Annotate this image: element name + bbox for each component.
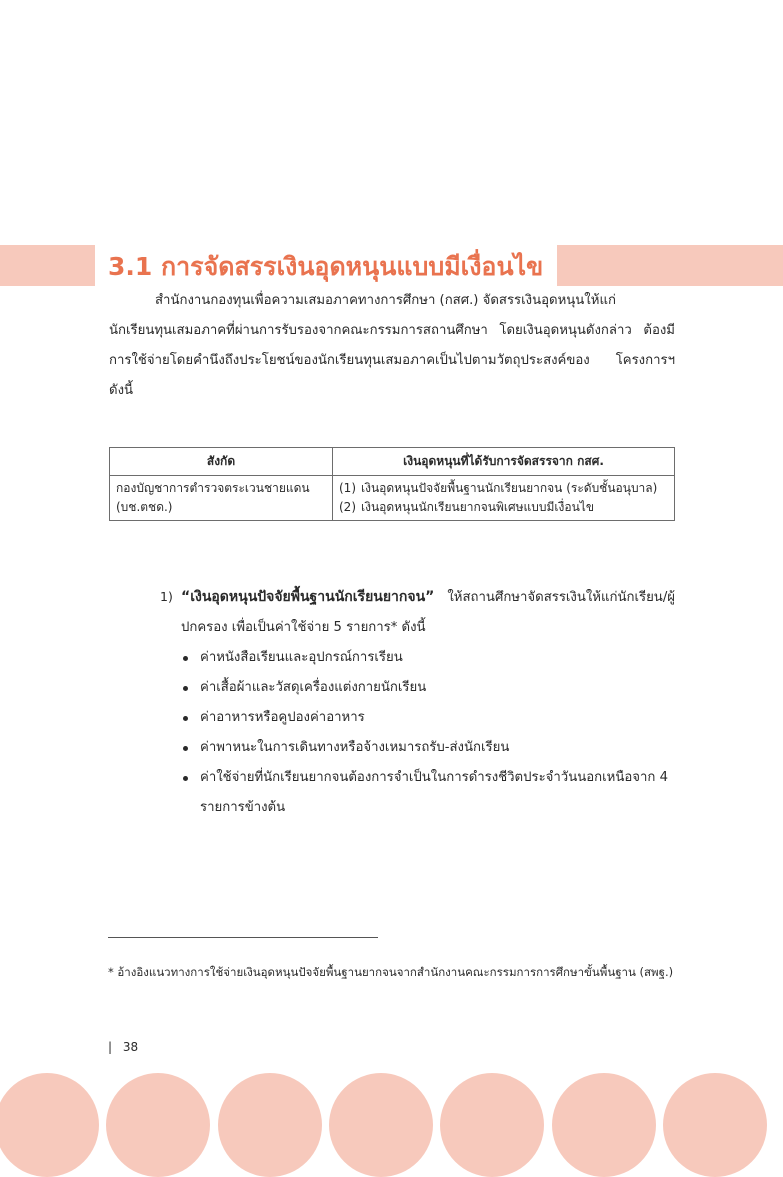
decorative-circle bbox=[0, 1073, 99, 1177]
bullet-item: ค่าอาหารหรือคูปองค่าอาหาร bbox=[181, 703, 675, 733]
intro-first-line: สำนักงานกองทุนเพื่อความเสมอภาคทางการศึกษา (กสศ.) จัดสรรเงินอุดหนุนให้แก่ bbox=[155, 293, 616, 308]
header-agency: สังกัด bbox=[110, 448, 333, 476]
page-number-bar-icon: | bbox=[108, 1040, 113, 1054]
decorative-circle bbox=[106, 1073, 210, 1177]
decorative-circle bbox=[329, 1073, 433, 1177]
decorative-circle bbox=[663, 1073, 767, 1177]
footnote: * อ้างอิงแนวทางการใช้จ่ายเงินอุดหนุนปัจจัยพื้นฐานยากจนจากสำนักงานคณะกรรมการการศึกษาขั้นพื้นฐาน (สพฐ.) bbox=[108, 965, 674, 979]
title-band-left bbox=[0, 245, 95, 286]
section-title: 3.1 การจัดสรรเงินอุดหนุนแบบมีเงื่อนไข bbox=[108, 252, 544, 281]
item-paragraph bbox=[181, 582, 675, 643]
allocation-item-text: เงินอุดหนุนนักเรียนยากจนพิเศษแบบมีเงื่อนไข bbox=[361, 500, 595, 514]
table-row bbox=[110, 476, 675, 521]
item-number: 1) bbox=[160, 589, 173, 604]
bullet-item: ค่าพาหนะในการเดินทางหรือจ้างเหมารถรับ-ส่งนักเรียน bbox=[181, 733, 675, 763]
allocation-item bbox=[339, 498, 668, 517]
allocation-item-number: (2) bbox=[339, 500, 356, 514]
intro-paragraph bbox=[109, 286, 675, 406]
bullet-item: ค่าใช้จ่ายที่นักเรียนยากจนต้องการจำเป็นในการดำรงชีวิตประจำวันนอกเหนือจาก 4 รายการข้างต้น bbox=[181, 763, 675, 823]
allocation-cell bbox=[333, 476, 675, 521]
decorative-circle bbox=[440, 1073, 544, 1177]
allocation-item-number: (1) bbox=[339, 481, 356, 495]
footnote-divider bbox=[108, 937, 378, 938]
allocation-list bbox=[339, 479, 668, 517]
header-allocation: เงินอุดหนุนที่ได้รับการจัดสรรจาก กสศ. bbox=[333, 448, 675, 476]
numbered-item bbox=[160, 582, 675, 823]
intro-rest: นักเรียนทุนเสมอภาคที่ผ่านการรับรองจากคณะกรรมการสถานศึกษา โดยเงินอุดหนุนดังกล่าว ต้องมีการใช้จ่ายโดยคำนึงถึงประโยชน์ของนักเรียนทุนเสมอภาคเป็นไปตามวัตถุประสงค์ของ โครงการฯ ดังนี้ bbox=[109, 323, 675, 398]
item-text: ให้สถานศึกษาจัดสรรเงินให้แก่นักเรียน/ผู้ปกครอง เพื่อเป็นค่าใช้จ่าย 5 รายการ* ดังนี้ bbox=[181, 590, 675, 635]
page-number-value: 38 bbox=[122, 1040, 139, 1054]
allocation-item bbox=[339, 479, 668, 498]
bullet-item: ค่าเสื้อผ้าและวัสดุเครื่องแต่งกายนักเรียน bbox=[181, 673, 675, 703]
expense-bullet-list bbox=[181, 643, 675, 823]
agency-cell: กองบัญชาการตำรวจตระเวนชายแดน (บช.ตชด.) bbox=[110, 476, 333, 521]
bullet-item: ค่าหนังสือเรียนและอุปกรณ์การเรียน bbox=[181, 643, 675, 673]
allocation-item-text: เงินอุดหนุนปัจจัยพื้นฐานนักเรียนยากจน (ระดับชั้นอนุบาล) bbox=[361, 481, 658, 495]
item-bold-title: “เงินอุดหนุนปัจจัยพื้นฐานนักเรียนยากจน” bbox=[181, 589, 435, 605]
decorative-circle bbox=[552, 1073, 656, 1177]
title-band-right bbox=[557, 245, 783, 286]
allocation-table bbox=[109, 447, 675, 521]
table-header-row bbox=[110, 448, 675, 476]
decorative-circle bbox=[218, 1073, 322, 1177]
page-number bbox=[108, 1038, 138, 1056]
